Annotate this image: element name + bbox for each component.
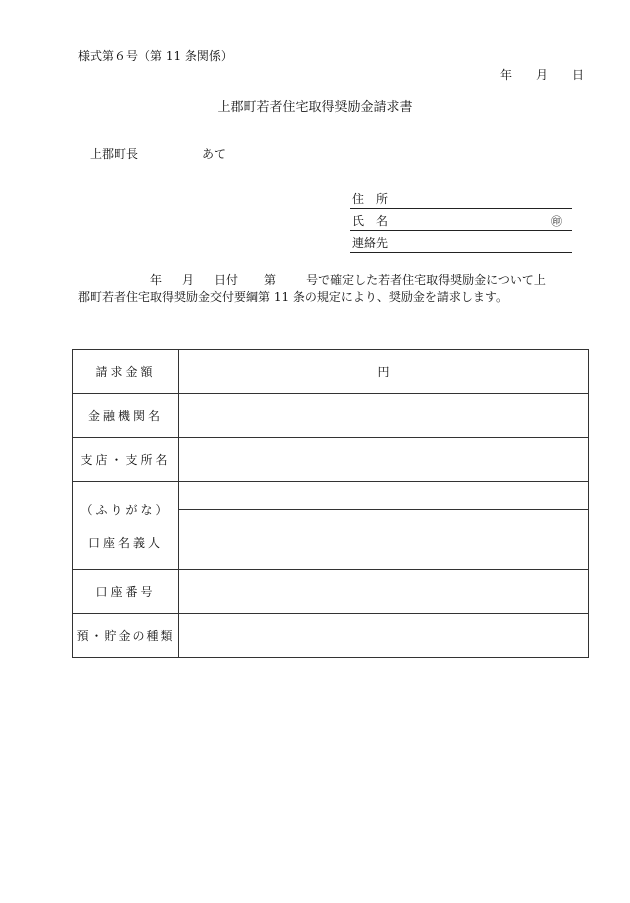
table-row	[73, 482, 589, 510]
address-field[interactable]	[350, 190, 572, 209]
table-row	[73, 350, 589, 394]
branch-label: 支店・支所名	[73, 438, 179, 482]
deposit-type-label: 預・貯金の種類	[73, 614, 179, 658]
table-row	[73, 438, 589, 482]
holder-label: 口座名義人	[87, 535, 163, 550]
account-label: 口座番号	[73, 570, 179, 614]
body-date-suffix: 日付	[214, 273, 239, 287]
contact-field[interactable]	[350, 234, 572, 253]
seal-mark: ㊞	[551, 215, 562, 228]
date-line	[500, 66, 584, 83]
bank-label: 金融機関名	[73, 394, 179, 438]
amount-input[interactable]	[179, 350, 589, 394]
furigana-input[interactable]	[179, 482, 589, 510]
table-row	[73, 614, 589, 658]
amount-label: 請求金額	[73, 350, 179, 394]
date-year: 年	[500, 68, 513, 82]
request-table	[72, 349, 589, 658]
yen-unit: 円	[377, 365, 390, 379]
paragraph-line-1	[78, 272, 588, 289]
name-label: 氏 名	[352, 214, 389, 228]
furigana-label: （ふりがな）	[80, 502, 171, 517]
body-month: 月	[182, 273, 195, 287]
addressee-suffix: あて	[202, 147, 227, 161]
date-day: 日	[572, 68, 585, 82]
branch-input[interactable]	[179, 438, 589, 482]
holder-input[interactable]	[179, 510, 589, 570]
document-title: 上郡町若者住宅取得奨励金請求書	[217, 100, 413, 115]
body-dai: 第	[264, 273, 277, 287]
paragraph-line-2: 郡町若者住宅取得奨励金交付要綱第 11 条の規定により、奨励金を請求します。	[78, 290, 508, 304]
body-year: 年	[150, 273, 163, 287]
addressee-name: 上郡町長	[90, 147, 139, 161]
deposit-type-input[interactable]	[179, 614, 589, 658]
date-month: 月	[536, 68, 549, 82]
holder-label-cell	[73, 482, 179, 570]
table-row	[73, 394, 589, 438]
bank-input[interactable]	[179, 394, 589, 438]
body-line1-rest: 号で確定した若者住宅取得奨励金について上	[306, 273, 546, 287]
address-label: 住 所	[352, 192, 389, 206]
contact-label: 連絡先	[352, 236, 389, 250]
request-paragraph	[78, 272, 588, 306]
account-input[interactable]	[179, 570, 589, 614]
table-row	[73, 570, 589, 614]
form-number: 様式第６号（第 11 条関係）	[78, 49, 233, 63]
name-field[interactable]	[350, 212, 572, 231]
